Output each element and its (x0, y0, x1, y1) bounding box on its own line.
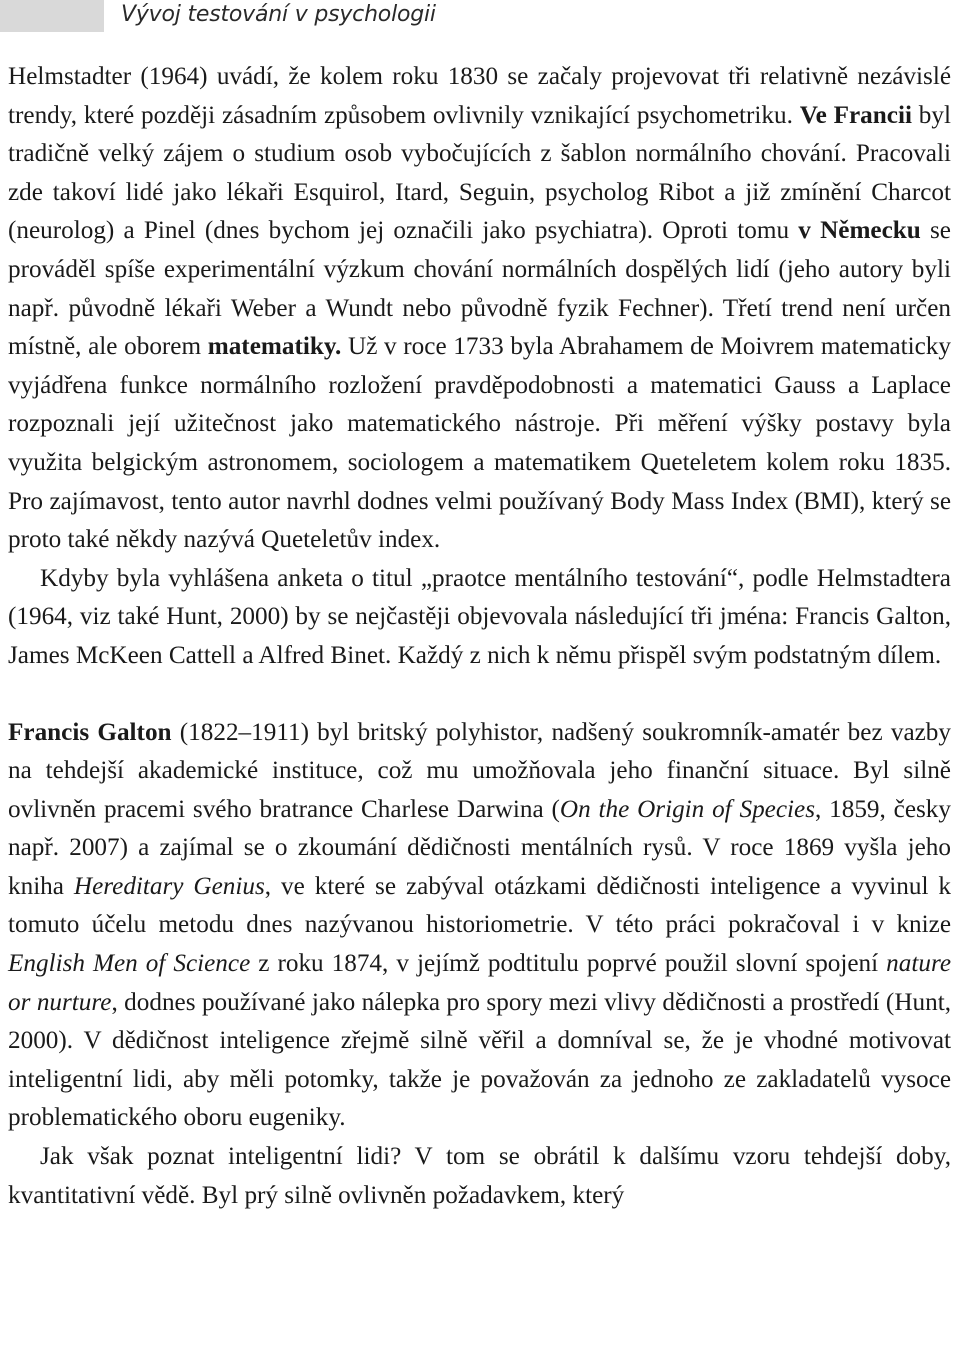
italic-nature-or-nurture: nature or nurture (8, 950, 951, 1016)
bold-france: Ve Francii (799, 101, 912, 129)
italic-origin-of-species: On the Origin of Species (559, 795, 816, 823)
italic-english-men-of-science: English Men of Science (8, 950, 251, 978)
bold-francis-galton: Francis Galton (8, 718, 172, 746)
header-gray-bar (0, 0, 104, 32)
header-title: Vývoj testování v psychologii (121, 2, 436, 27)
page-body (8, 58, 951, 1215)
bold-germany: v Německu (798, 217, 921, 245)
paragraph-trends: Helmstadter (1964) uvádí, že kolem roku 1830 se začaly projevovat tři relativně nezávislé trendy, které později zásadním způsobem ovlivnily vznikající psychometriku. Ve Francii byl tradičně velký zájem o studium osob vybočujících z šablon normálního chování. Pracovali zde takoví lidé jako lékaři Esquirol, Itard, Seguin, psycholog Ribot a již zmínění Charcot (neurolog) a Pinel (dnes bychom jej označili jako psychiatra). Oproti tomu v Německu se prováděl spíše experimentální výzkum chování normálních dospělých lidí (jeho autory byli např. původně lékaři Weber a Wundt nebo původně fyzik Fechner). Třetí trend není určen místně, ale oborem matematiky. Už v roce 1733 byla Abrahamem de Moivrem matematicky vyjádřena funkce normálního rozložení pravděpodobnosti a matematici Gauss a Laplace rozpoznali její užitečnost jako matematického nástroje. Při měření výšky postavy byla využita belgickým astronomem, sociologem a matematikem Queteletem kolem roku 1835. Pro zajímavost, tento autor navrhl dodnes velmi používaný Body Mass Index (BMI), který se proto také někdy nazývá Queteletův index. (8, 63, 951, 554)
paragraph-founders: Kdyby byla vyhlášena anketa o titul „praotce mentálního testování“, podle Helmstadtera (1964, viz také Hunt, 2000) by se nejčastěji objevovala následující tři jména: Francis Galton, James McKeen Cattell a Alfred Binet. Každý z nich k němu přispěl svým podstatným dílem. (8, 564, 951, 669)
bold-mathematics: matematiky. (207, 333, 342, 361)
italic-hereditary-genius: Hereditary Genius (73, 872, 265, 900)
running-header (0, 0, 960, 36)
paragraph-galton: Francis Galton (1822–1911) byl britský polyhistor, nadšený soukromník-amatér bez vazby na tehdejší akademické instituce, což mu umožňovala jeho finanční situace. Byl silně ovlivněn pracemi svého bratrance Charlese Darwina (On the Origin of Species, 1859, česky např. 2007) a zajímal se o zkoumání dědičnosti mentálních rysů. V roce 1869 vyšla jeho kniha Hereditary Genius, ve které se zabýval otázkami dědičnosti inteligence a vyvinul k tomuto účelu metodu dnes nazývanou historiometrie. V této práci pokračoval i v knize English Men of Science z roku 1874, v jejímž podtitulu poprvé použil slovní spojení nature or nurture, dodnes používané jako nálepka pro spory mezi vlivy dědičnosti a prostředí (Hunt, 2000). V dědičnost inteligence zřejmě silně věřil a domníval se, že je vhodné motivovat inteligentní lidi, aby měli potomky, takže je považován za jednoho ze zakladatelů vysoce problematického oboru eugeniky. (8, 718, 952, 1132)
paragraph-intelligence: Jak však poznat inteligentní lidi? V tom se obrátil k dalšímu vzoru tehdejší doby, kvantitativní vědě. Byl prý silně ovlivněn požadavkem, který (8, 1143, 951, 1209)
